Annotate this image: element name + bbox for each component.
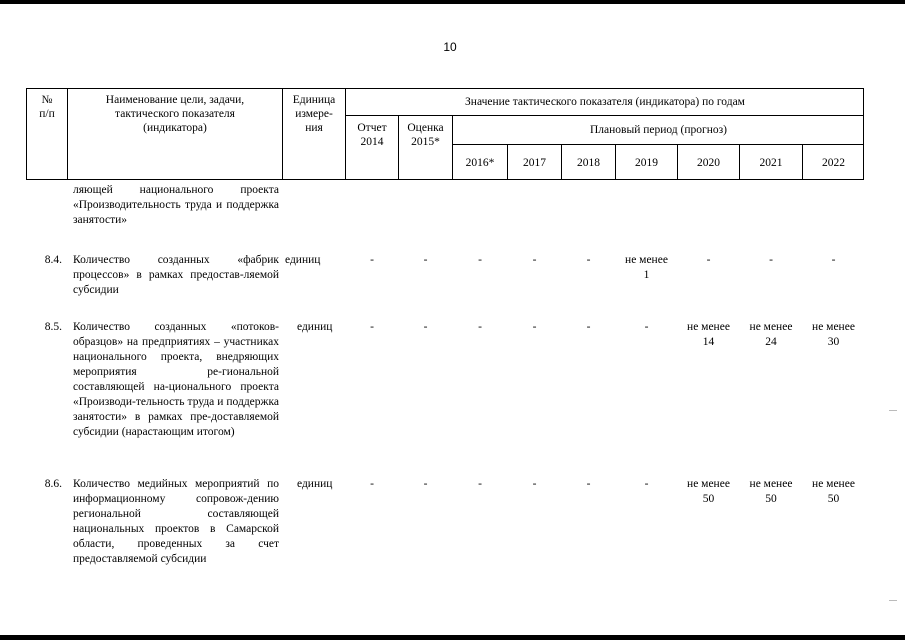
row-value: - xyxy=(370,321,374,333)
scan-mark xyxy=(889,410,897,411)
row-value: - xyxy=(423,321,428,333)
row-number: 8.6. xyxy=(44,478,62,490)
row-value: - xyxy=(478,478,482,490)
row-unit: единиц xyxy=(297,321,333,333)
header-report-2014: Отчет 2014 xyxy=(357,122,387,148)
row-unit: единиц xyxy=(285,254,321,266)
header-unit: Единица измере- ния xyxy=(292,94,336,134)
row-value: - xyxy=(423,478,428,490)
header-estimate-2015: Оценка 2015* xyxy=(407,122,444,148)
row-value: - xyxy=(586,321,591,333)
row-number: 8.5. xyxy=(44,321,62,333)
row-value: не менее 24 xyxy=(749,321,793,348)
row-name: ляющей национального проекта «Производительность труда и поддержка занятости» xyxy=(73,184,279,226)
row-value: - xyxy=(706,254,711,266)
page-number: 10 xyxy=(443,40,457,54)
header-plan-title: Плановый период (прогноз) xyxy=(589,124,728,136)
row-value: - xyxy=(532,321,537,333)
row-name: Количество медийных мероприятий по информационному сопровож-дению региональной составляющей национальных проектов в Самарской области, проведенных за счет предоставляемой субсидии xyxy=(73,478,279,565)
row-value: - xyxy=(478,254,482,266)
row-value: - xyxy=(370,478,374,490)
row-value: - xyxy=(423,254,428,266)
row-name: Количество созданных «потоков-образцов» на предприятиях – участниках национального проекта, внедряющих мероприятия ре-гиональной составляющей на-ционального проекта «Производи-тельность труда и поддержка занятости» в рамках пре-доставляемой субсидии (нарастающим итогом) xyxy=(73,321,279,438)
scan-mark xyxy=(889,600,897,601)
header-name: Наименование цели, задачи, тактического показателя (индикатора) xyxy=(105,94,245,134)
row-value: не менее 1 xyxy=(625,254,668,281)
row-value: не менее 14 xyxy=(687,321,730,348)
divider xyxy=(67,88,68,180)
row-value: - xyxy=(478,321,482,333)
top-border xyxy=(0,0,905,4)
row-value: не менее 50 xyxy=(687,478,730,505)
header-values-title: Значение тактического показателя (индикатора) по годам xyxy=(465,95,745,108)
row-value: - xyxy=(586,478,591,490)
row-value: - xyxy=(644,321,649,333)
header-year: 2022 xyxy=(822,156,845,169)
row-value: - xyxy=(831,254,836,266)
header-num: № п/п xyxy=(39,94,55,120)
row-number: 8.4. xyxy=(44,254,62,266)
header-year: 2019 xyxy=(635,156,658,169)
row-value: не менее 30 xyxy=(812,321,855,348)
row-value: - xyxy=(532,254,537,266)
row-unit: единиц xyxy=(297,478,333,490)
row-value: - xyxy=(532,478,537,490)
row-value: - xyxy=(370,254,374,266)
row-value: - xyxy=(769,254,773,266)
header-year: 2016* xyxy=(465,156,495,169)
header-year: 2021 xyxy=(759,156,783,169)
header-year: 2018 xyxy=(577,156,600,169)
header-year: 2020 xyxy=(697,156,720,169)
row-value: не менее 50 xyxy=(812,478,855,505)
header-year: 2017 xyxy=(523,156,546,169)
row-value: не менее 50 xyxy=(749,478,793,505)
row-name: Количество созданных «фабрик процессов» в рамках предостав-ляемой субсидии xyxy=(73,254,279,296)
bottom-border xyxy=(0,635,905,640)
row-value: - xyxy=(586,254,591,266)
row-value: - xyxy=(644,478,649,490)
